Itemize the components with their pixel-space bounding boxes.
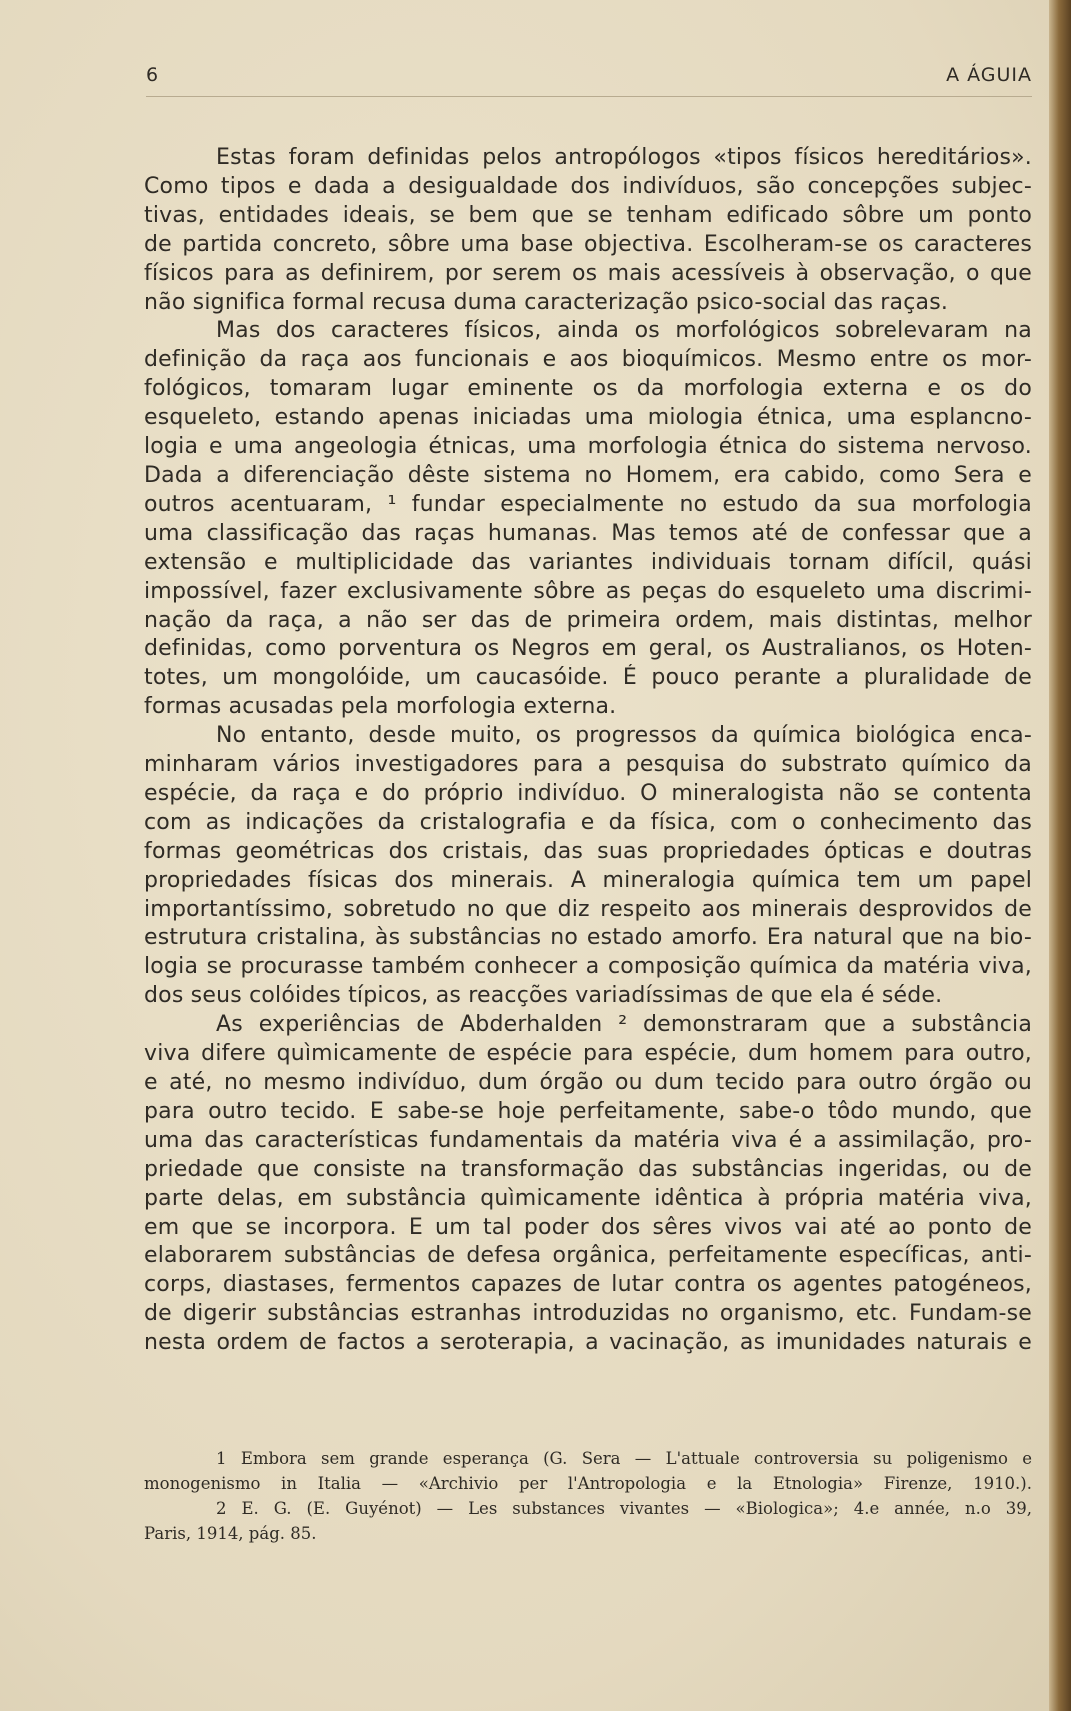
text-line: e até, no mesmo indivíduo, dum órgão ou dum tecido para outro órgão ou bbox=[144, 1070, 1032, 1095]
text-line: definidas, como porventura os Negros em geral, os Australianos, os Hoten- bbox=[144, 636, 1032, 662]
running-head bbox=[146, 56, 1032, 92]
text-line: outros acentuaram, ¹ fundar especialmente no estudo da sua morfologia bbox=[144, 491, 1032, 517]
text-line: de partida concreto, sôbre uma base objectiva. Escolheram-se os caracteres bbox=[144, 231, 1032, 257]
text-line: totes, um mongolóide, um caucasóide. É pouco perante a pluralidade de bbox=[144, 665, 1032, 691]
text-line: As experiências de Abderhalden ² demonstraram que a substância bbox=[216, 1012, 1032, 1038]
footnotes bbox=[144, 1446, 1032, 1546]
text-line: tivas, entidades ideais, se bem que se tenham edificado sôbre um ponto bbox=[144, 202, 1032, 228]
footnote-line: 1 Embora sem grande esperança (G. Sera — L'attuale controversia su poligenismo e bbox=[216, 1449, 1032, 1468]
body-text bbox=[144, 144, 1032, 1358]
text-line: fológicos, tomaram lugar eminente os da morfologia externa e os do bbox=[144, 376, 1032, 402]
text-line: No entanto, desde muito, os progressos da química biológica enca- bbox=[216, 723, 1032, 749]
text-line: logia se procurasse também conhecer a composição química da matéria viva, bbox=[144, 954, 1032, 980]
text-line: importantíssimo, sobretudo no que diz respeito aos minerais desprovidos de bbox=[144, 896, 1032, 922]
text-line: minharam vários investigadores para a pesquisa do substrato químico da bbox=[144, 752, 1032, 778]
text-line: Como tipos e dada a desigualdade dos indivíduos, são concepções subjec- bbox=[144, 173, 1032, 199]
text-line: para outro tecido. E sabe-se hoje perfeitamente, sabe-o tôdo mundo, que bbox=[144, 1098, 1032, 1124]
text-line: nesta ordem de factos a seroterapia, a vacinação, as imunidades naturais e bbox=[144, 1330, 1032, 1356]
text-line: logia e uma angeologia étnicas, uma morfologia étnica do sistema nervoso. bbox=[144, 434, 1032, 460]
page-number: 6 bbox=[146, 64, 160, 86]
text-line: não significa formal recusa duma caracterização psico-social das raças. bbox=[144, 289, 949, 315]
page-edge bbox=[1049, 0, 1071, 1711]
text-line: com as indicações da cristalografia e da física, com o conhecimento das bbox=[144, 809, 1032, 835]
text-line: físicos para as definirem, por serem os mais acessíveis à observação, o que bbox=[144, 260, 1032, 286]
text-line: priedade que consiste na transformação das substâncias ingeridas, ou de bbox=[144, 1156, 1032, 1182]
text-line: parte delas, em substância quìmicamente idêntica à própria matéria viva, bbox=[144, 1185, 1032, 1211]
running-title: A ÁGUIA bbox=[946, 64, 1032, 86]
text-line: viva difere quìmicamente de espécie para espécie, dum homem para outro, bbox=[144, 1041, 1032, 1067]
text-line: nação da raça, a não ser das de primeira ordem, mais distintas, melhor bbox=[144, 607, 1032, 633]
text-line: espécie, da raça e do próprio indivíduo. O mineralogista não se contenta bbox=[144, 780, 1032, 806]
text-line: corps, diastases, fermentos capazes de lutar contra os agentes patogéneos, bbox=[144, 1272, 1032, 1298]
text-line: Dada a diferenciação dêste sistema no Homem, era cabido, como Sera e bbox=[144, 462, 1032, 488]
text-line: impossível, fazer exclusivamente sôbre as peças do esqueleto uma discrimi- bbox=[144, 578, 1032, 604]
text-line: esqueleto, estando apenas iniciadas uma miologia étnica, uma esplancno- bbox=[144, 405, 1032, 431]
text-line: Estas foram definidas pelos antropólogos «tipos físicos hereditários». bbox=[216, 145, 1032, 170]
text-line: de digerir substâncias estranhas introduzidas no organismo, etc. Fundam-se bbox=[144, 1301, 1032, 1327]
text-line: definição da raça aos funcionais e aos bioquímicos. Mesmo entre os mor- bbox=[144, 347, 1032, 373]
text-line: formas acusadas pela morfologia externa. bbox=[144, 694, 617, 720]
text-line: dos seus colóides típicos, as reacções variadíssimas de que ela é séde. bbox=[144, 983, 943, 1009]
text-line: uma classificação das raças humanas. Mas temos até de confessar que a bbox=[144, 520, 1032, 546]
text-line: formas geométricas dos cristais, das suas propriedades ópticas e doutras bbox=[144, 838, 1032, 864]
text-line: extensão e multiplicidade das variantes individuais tornam difícil, quási bbox=[144, 549, 1032, 575]
text-line: estrutura cristalina, às substâncias no estado amorfo. Era natural que na bio- bbox=[144, 925, 1032, 951]
footnote-line: Paris, 1914, pág. 85. bbox=[144, 1524, 317, 1543]
footnote-line: 2 E. G. (E. Guyénot) — Les substances vivantes — «Biologica»; 4.e année, n.o 39, bbox=[216, 1499, 1032, 1518]
header-rule bbox=[146, 96, 1032, 97]
text-line: em que se incorpora. E um tal poder dos sêres vivos vai até ao ponto de bbox=[144, 1214, 1032, 1240]
text-line: Mas dos caracteres físicos, ainda os morfológicos sobrelevaram na bbox=[216, 318, 1032, 344]
footnote-line: monogenismo in Italia — «Archivio per l'Antropologia e la Etnologia» Firenze, 1910.). bbox=[144, 1474, 1032, 1493]
text-line: propriedades físicas dos minerais. A mineralogia química tem um papel bbox=[144, 867, 1032, 893]
text-line: uma das características fundamentais da matéria viva é a assimilação, pro- bbox=[144, 1127, 1032, 1153]
text-line: elaborarem substâncias de defesa orgânica, perfeitamente específicas, anti- bbox=[144, 1243, 1032, 1269]
